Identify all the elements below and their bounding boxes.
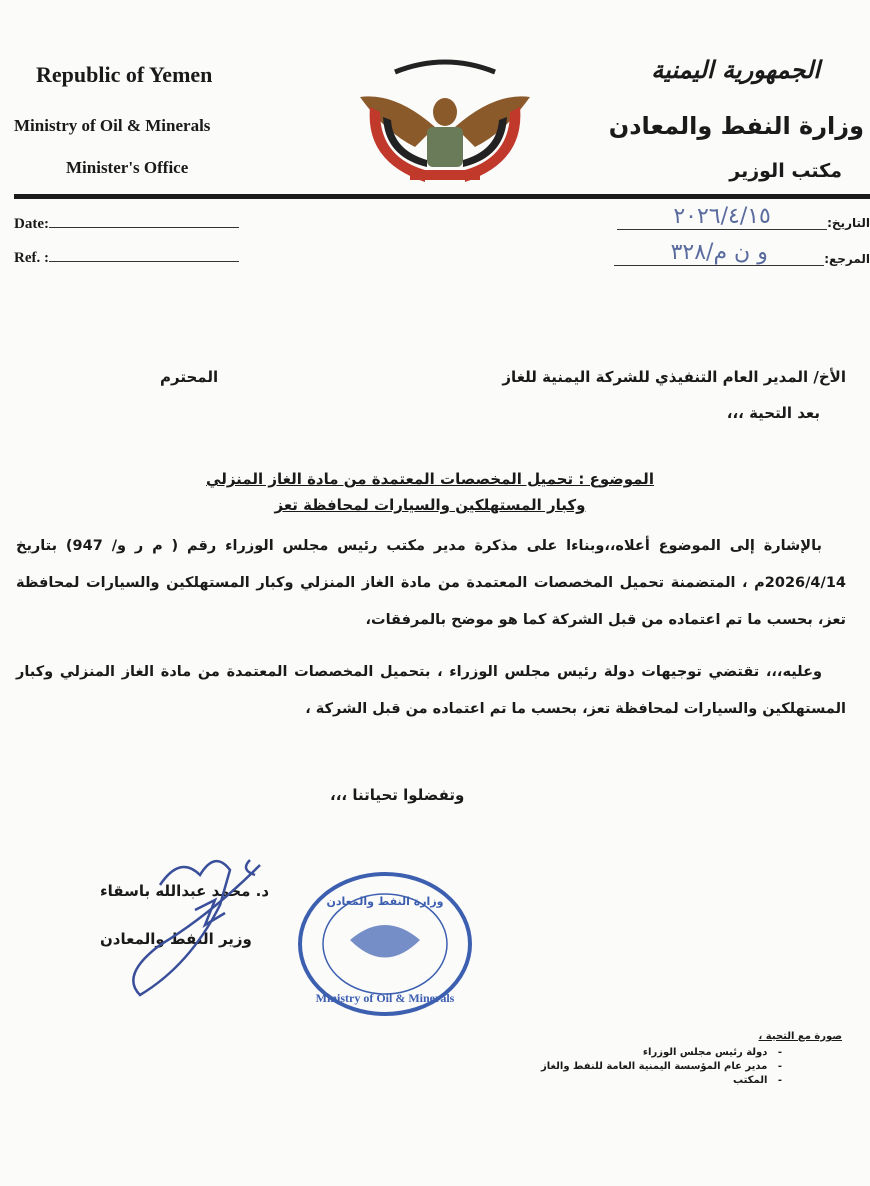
ref-value: و ن م/٣٢٨ (614, 240, 824, 266)
date-field-ar (590, 204, 870, 230)
honorific: المحترم (160, 368, 219, 386)
paragraph-1: بالإشارة إلى الموضوع أعلاه،،وبناءا على مذكرة مدير مكتب رئيس مجلس الوزراء رقم ( م ر و/ 947) بتاريخ 2026/4/14م ، المتضمنة تحميل المخصصات المعتمدة من مادة الغاز المنزلي وكبار المستهلكين والسيارات لمحافظة تعز، بحسب ما تم اعتماده من قبل الشركة كما هو موضح بالمرفقات، (16, 538, 846, 628)
svg-text:Ministry of Oil & Minerals: Ministry of Oil & Minerals (315, 991, 455, 1005)
ref-label-en: Ref. : (14, 250, 49, 266)
ref-field-en (14, 250, 239, 267)
header-en-office: Minister's Office (66, 158, 189, 177)
ref-field-ar (590, 240, 870, 266)
subject-line-1: الموضوع : تحميل المخصصات المعتمدة من مادة الغاز المنزلي (206, 470, 654, 488)
handwritten-signature-icon (120, 845, 300, 1010)
date-label-ar: التاريخ: (827, 216, 870, 230)
header-divider (14, 194, 870, 199)
date-field-en (14, 216, 239, 233)
cc-item: - المكتب (733, 1075, 782, 1086)
date-value: ٢٠٢٦/٤/١٥ (617, 204, 827, 230)
greeting: بعد التحية ،،، (726, 404, 820, 422)
header-ar-office: مكتب الوزير (729, 160, 842, 182)
header-en-country: Republic of Yemen (36, 62, 213, 87)
subject-line-2: وكبار المستهلكين والسيارات لمحافظة تعز (274, 496, 586, 514)
closing: وتفضلوا تحياتنا ،،، (330, 786, 465, 804)
cc-list (541, 1030, 842, 1088)
signatory-name: د. محمد عبدالله باسقاء (100, 882, 270, 900)
cc-item: - دولة رئيس مجلس الوزراء (642, 1047, 782, 1058)
header-ar-ministry: وزارة النفط والمعادن (608, 112, 864, 140)
header-ar-country: الجمهورية اليمنية (651, 56, 820, 84)
subject (180, 466, 680, 518)
date-label-en: Date: (14, 216, 49, 232)
cc-item: - مدير عام المؤسسة اليمنية العامة للنفط والغاز (540, 1061, 782, 1072)
official-stamp (295, 870, 475, 1018)
svg-text:وزارة النفط والمعادن: وزارة النفط والمعادن (326, 895, 444, 908)
cc-heading: صورة مع التحية ، (758, 1031, 842, 1042)
header-en-ministry: Ministry of Oil & Minerals (14, 116, 211, 135)
recipient: الأخ/ المدير العام التنفيذي للشركة اليمنية للغاز (502, 368, 846, 386)
paragraph-2: وعليه،،، تقتضي توجيهات دولة رئيس مجلس الوزراء ، بتحميل المخصصات المعتمدة من مادة الغاز المنزلي وكبار المستهلكين والسيارات لمحافظة تعز، بحسب ما تم اعتماده من قبل الشركة ، (16, 664, 846, 717)
signatory-title: وزير النفط والمعادن (100, 930, 252, 948)
yemen-emblem-icon (355, 52, 535, 192)
ref-label-ar: المرجع: (824, 252, 870, 266)
